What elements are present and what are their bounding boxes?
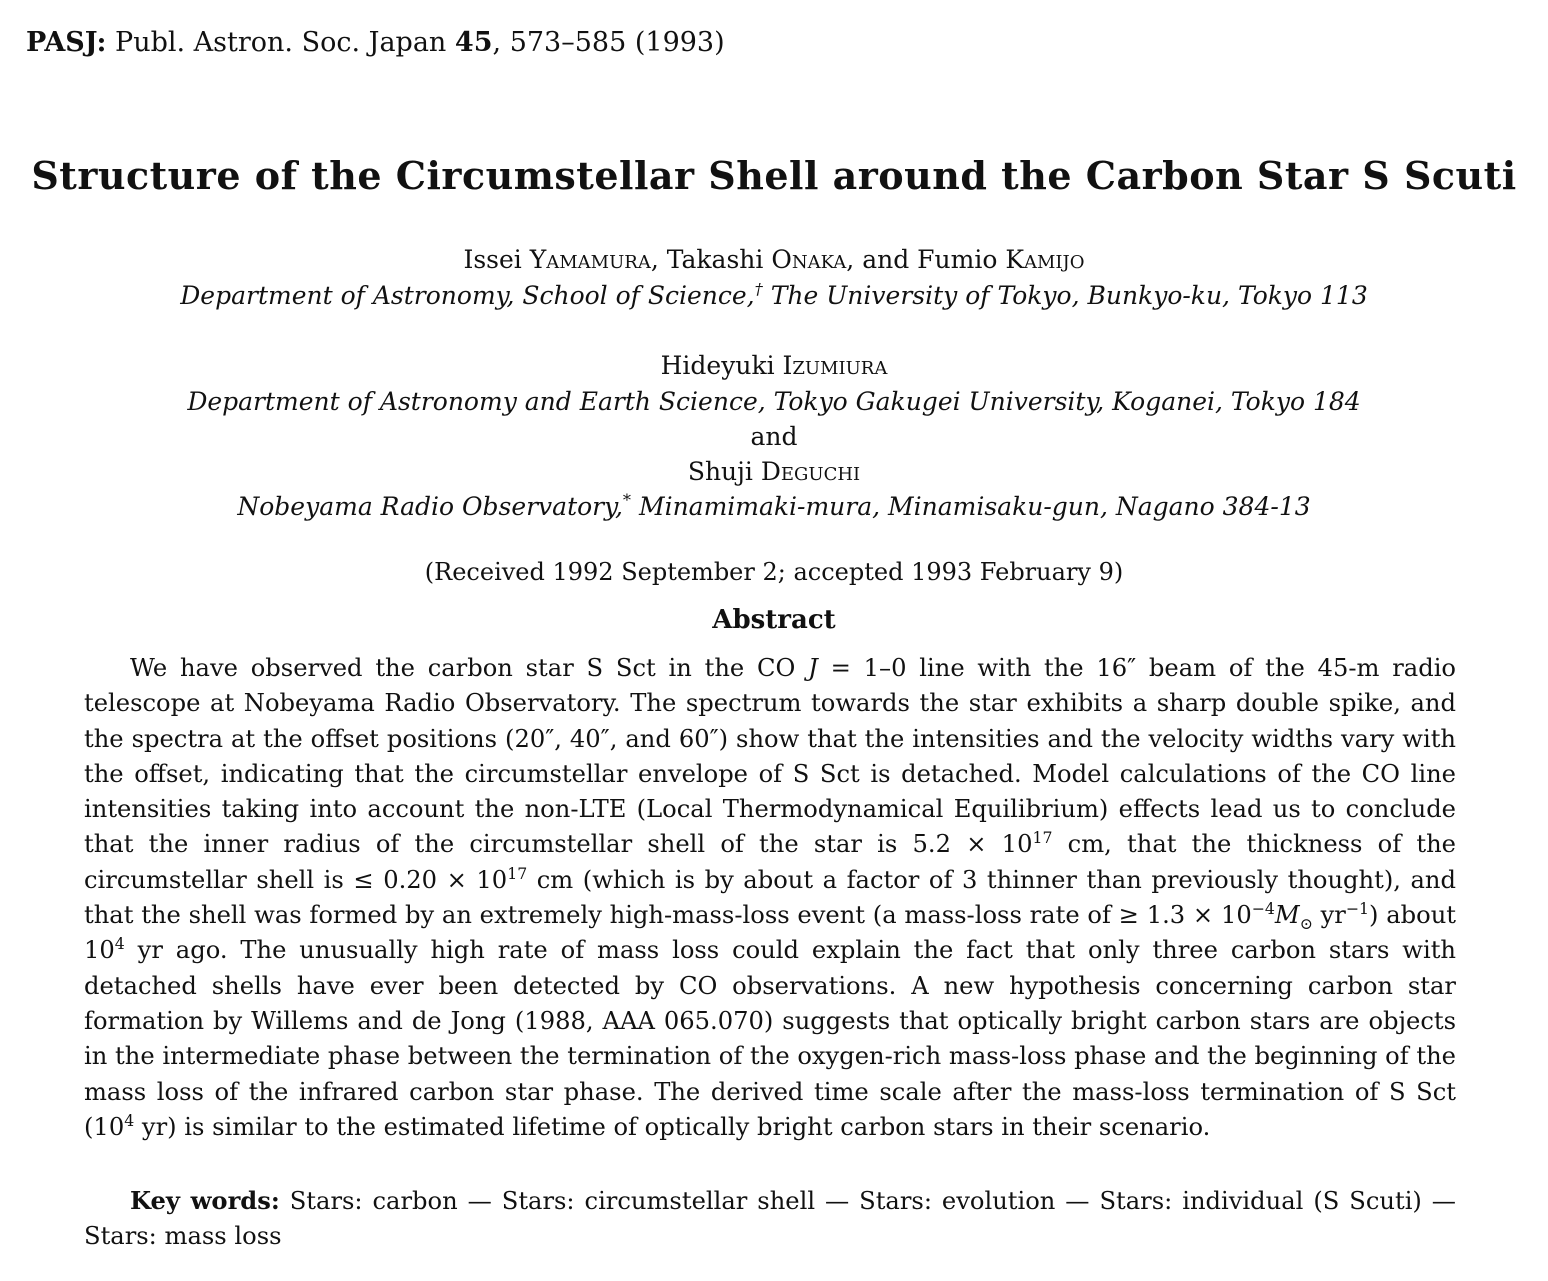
math-symbol: J <box>808 654 818 682</box>
author-family: Yamamura <box>529 245 651 274</box>
footnote-mark: † <box>754 279 763 299</box>
abstract-text: ) about 10 <box>84 901 1457 965</box>
abstract-text: We have observed the carbon star S Sct in the CO <box>130 654 809 682</box>
author-given: Fumio <box>917 245 998 274</box>
exponent: −1 <box>1345 899 1370 919</box>
abstract-text: cm, that the thickness of the circumstellar shell is ≤ 0.20 × 10 <box>84 830 1456 894</box>
author-family: Izumiura <box>782 351 888 380</box>
keywords <box>84 1183 1456 1255</box>
author-given: Shuji <box>687 457 753 486</box>
abstract-text: cm (which is by about a factor of 3 thinner than previously thought), and that the shell was formed by an extremely high-mass-loss event (a mass-loss rate of ≥ 1.3 × 10 <box>84 865 1456 930</box>
solar-mass-symbol: M <box>1274 901 1300 930</box>
abstract-text: yr ago. The unusually high rate of mass loss could explain the fact that only three carbon stars with detached shells have ever been detected by CO observations. A new hypothesis concerning carbon star formation by Willems and de Jong (1988, AAA 065.070) suggests that optically bright carbon stars are objects in the intermediate phase between the termination of the oxygen-rich mass-loss phase and the beginning of the mass loss of the infrared carbon star phase. The derived time scale after the mass-loss termination of S Sct (10 <box>84 936 1456 1141</box>
keywords-text: Stars: carbon — Stars: circumstellar shell — Stars: evolution — Stars: individual (S Scuti) — Stars: mass loss <box>84 1187 1456 1251</box>
abstract-text: = 1–0 line with the 16″ beam of the 45-m radio telescope at Nobeyama Radio Observatory. The spectrum towards the star exhibits a sharp double spike, and the spectra at the offset positions (20″, 40″, and 60″) show that the intensities and the velocity widths vary with the offset, indicating that the circumstellar envelope of S Sct is detached. Model calculations of the CO line intensities taking into account the non-LTE (Local Thermodynamical Equilibrium) effects lead us to conclude that the inner radius of the circumstellar shell of the star is 5.2 × 10 <box>84 654 1456 859</box>
keywords-label: Key words: <box>130 1186 280 1215</box>
exponent: −4 <box>1251 899 1275 919</box>
journal-year: (1993) <box>634 27 725 58</box>
and-connector: and <box>750 422 798 451</box>
received-dates: (Received 1992 September 2; accepted 1993 February 9) <box>424 558 1124 586</box>
journal-citation: PASJ: Publ. Astron. Soc. Japan 45, 573–585 (1993) <box>26 27 725 58</box>
journal-name: Publ. Astron. Soc. Japan <box>115 27 447 58</box>
exponent: 4 <box>124 1110 135 1130</box>
affiliation-text: Minamimaki-mura, Minamisaku-gun, Nagano 384-13 <box>638 492 1311 521</box>
author-line-1: Issei Yamamura, Takashi Onaka, and Fumio Kamijo <box>463 245 1085 274</box>
affiliation-text: Department of Astronomy, School of Science, <box>180 281 755 310</box>
paper-title: Structure of the Circumstellar Shell around the Carbon Star S Scuti <box>31 153 1517 198</box>
author-family: Onaka <box>771 245 847 274</box>
exponent: 17 <box>507 863 528 883</box>
affiliation-2: Department of Astronomy and Earth Science, Tokyo Gakugei University, Koganei, Tokyo 184 <box>187 387 1361 416</box>
footnote-mark: * <box>622 490 632 510</box>
solar-subscript: ⊙ <box>1299 913 1313 933</box>
affiliation-text: The University of Tokyo, Bunkyo-ku, Tokyo 113 <box>770 281 1368 310</box>
author-line-2 <box>0 350 1548 382</box>
journal-volume: 45 <box>454 27 493 58</box>
affiliation-text: Nobeyama Radio Observatory, <box>237 492 623 521</box>
abstract-body <box>84 651 1456 1145</box>
author-family: Deguchi <box>760 457 861 486</box>
exponent: 4 <box>114 934 125 954</box>
abstract-text: yr) is similar to the estimated lifetime of optically bright carbon stars in their scenario. <box>134 1112 1211 1141</box>
author-given: Issei <box>463 245 522 274</box>
author-family: Kamijo <box>1005 245 1085 274</box>
affiliation-3 <box>0 491 1548 523</box>
author-line-3 <box>0 456 1548 488</box>
journal-pages: 573–585 <box>509 27 627 58</box>
author-conjunction: and <box>862 245 910 274</box>
abstract-text: yr <box>1312 901 1346 930</box>
abstract-paragraph <box>84 651 1456 1145</box>
abstract-heading: Abstract <box>712 605 836 635</box>
exponent: 17 <box>1032 828 1053 848</box>
author-given: Hideyuki <box>660 351 775 380</box>
journal-abbrev: PASJ: <box>26 27 107 58</box>
affiliation-1 <box>0 280 1548 312</box>
author-given: Takashi <box>666 245 764 274</box>
